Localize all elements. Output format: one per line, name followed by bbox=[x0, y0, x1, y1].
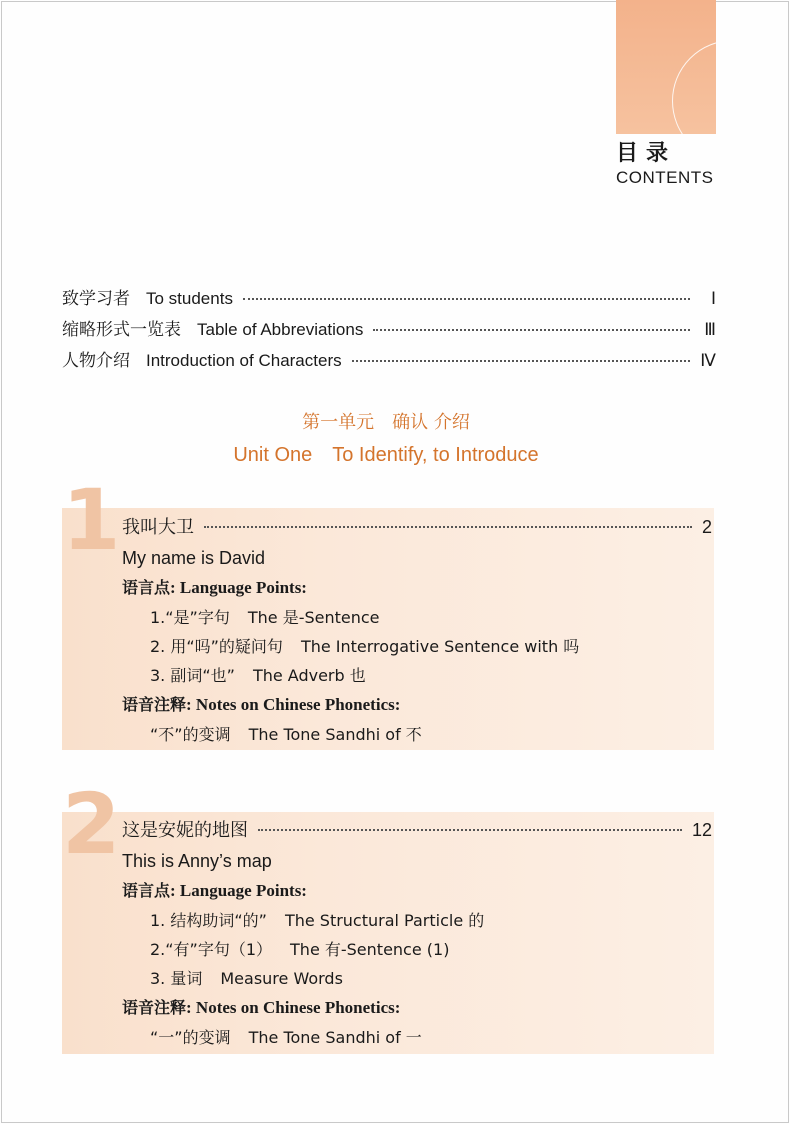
toc-title-cn: 目录 bbox=[616, 141, 677, 166]
toc-title-en: CONTENTS bbox=[616, 168, 714, 187]
entry-title-cn: 人物介绍 bbox=[62, 351, 130, 371]
front-matter-row[interactable] bbox=[62, 284, 716, 315]
decorative-arc bbox=[672, 40, 716, 134]
lesson-title-row[interactable] bbox=[122, 513, 712, 543]
language-points-heading: 语言点: Language Points: bbox=[122, 881, 307, 900]
lesson-content-1 bbox=[122, 513, 712, 749]
lesson-title-en: My name is David bbox=[122, 548, 266, 568]
dot-leader bbox=[373, 329, 690, 331]
front-matter-row[interactable] bbox=[62, 315, 716, 346]
entry-title-cn: 缩略形式一览表 bbox=[62, 320, 181, 340]
lesson-title-en: This is Anny’s map bbox=[122, 851, 272, 871]
decorative-corner-block bbox=[616, 0, 716, 134]
lesson-number: 1 bbox=[62, 471, 121, 569]
unit-title-en: Unit One To Identify, to Introduce bbox=[233, 444, 539, 466]
entry-title-en: Introduction of Characters bbox=[146, 351, 342, 370]
entry-title-cn: 致学习者 bbox=[62, 289, 130, 309]
lesson-page: 2 bbox=[701, 517, 712, 537]
phonetics-note: “一”的变调 The Tone Sandhi of 一 bbox=[150, 1028, 422, 1047]
dot-leader bbox=[243, 298, 690, 300]
lesson-title-row[interactable] bbox=[122, 816, 712, 846]
entry-page: Ⅲ bbox=[704, 320, 716, 339]
language-point: 3. 量词 Measure Words bbox=[150, 969, 343, 988]
lesson-content-2 bbox=[122, 816, 712, 1052]
dot-leader bbox=[204, 526, 692, 528]
lesson-title-cn: 我叫大卫 bbox=[122, 517, 194, 538]
language-point: 1.“是”字句 The 是-Sentence bbox=[150, 608, 380, 627]
entry-page: Ⅳ bbox=[700, 351, 716, 370]
language-point: 2.“有”字句（1） The 有-Sentence (1) bbox=[150, 940, 450, 959]
phonetics-heading: 语音注释: Notes on Chinese Phonetics: bbox=[122, 695, 401, 714]
entry-page: Ⅰ bbox=[710, 289, 716, 308]
language-points-heading: 语言点: Language Points: bbox=[122, 578, 307, 597]
unit-title-cn: 第一单元 确认 介绍 bbox=[302, 412, 470, 433]
entry-title-en: To students bbox=[146, 289, 233, 308]
lesson-page: 12 bbox=[691, 820, 712, 840]
lesson-number: 2 bbox=[62, 775, 121, 873]
dot-leader bbox=[352, 360, 690, 362]
entry-title-en: Table of Abbreviations bbox=[197, 320, 364, 339]
language-point: 3. 副词“也” The Adverb 也 bbox=[150, 666, 366, 685]
dot-leader bbox=[258, 829, 682, 831]
language-point: 2. 用“吗”的疑问句 The Interrogative Sentence with 吗 bbox=[150, 637, 580, 656]
front-matter-row[interactable] bbox=[62, 346, 716, 377]
phonetics-note: “不”的变调 The Tone Sandhi of 不 bbox=[150, 725, 422, 744]
front-matter-list bbox=[62, 284, 716, 377]
phonetics-heading: 语音注释: Notes on Chinese Phonetics: bbox=[122, 998, 401, 1017]
lesson-title-cn: 这是安妮的地图 bbox=[122, 820, 248, 841]
language-point: 1. 结构助词“的” The Structural Particle 的 bbox=[150, 911, 485, 930]
